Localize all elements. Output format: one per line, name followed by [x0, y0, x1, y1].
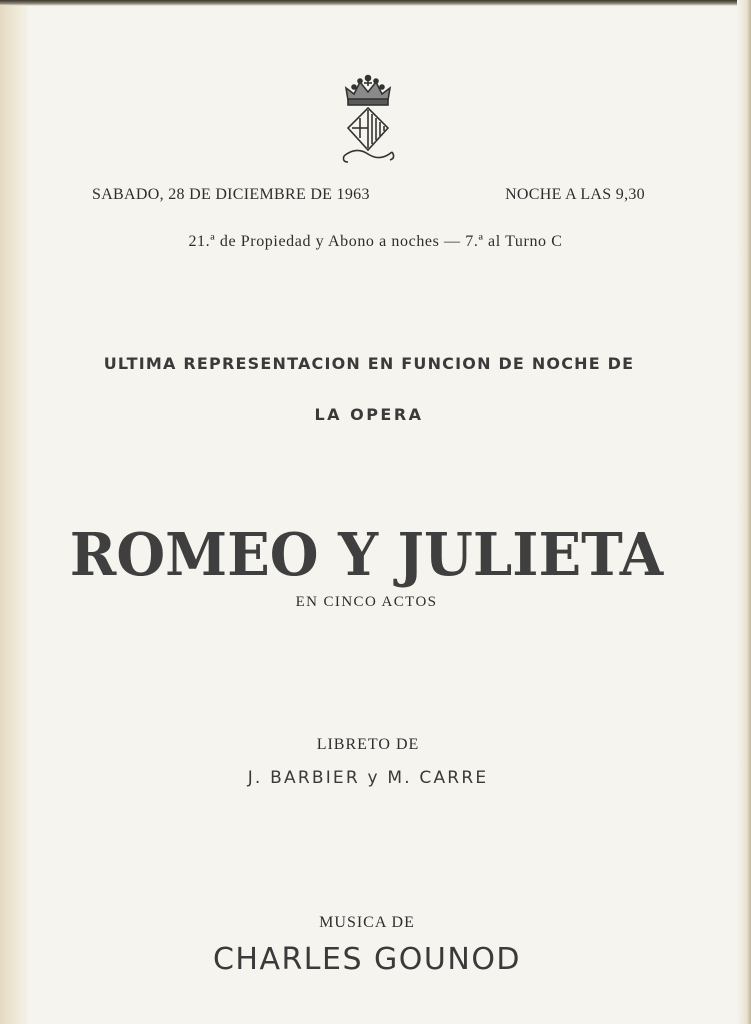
opera-label: LA OPERA: [314, 405, 424, 424]
subscription-line: 21.ª de Propiedad y Abono a noches — 7.ª al Turno C: [188, 233, 563, 250]
librettists: J. BARBIER y M. CARRE: [247, 768, 489, 788]
binding-shadow: [0, 0, 28, 1024]
composer-name: CHARLES GOUNOD: [212, 942, 522, 977]
libretto-label: LIBRETO DE: [316, 736, 420, 753]
opera-title: ROMEO Y JULIETA: [69, 520, 664, 590]
performance-time: NOCHE A LAS 9,30: [505, 186, 645, 203]
top-edge-shadow: [0, 0, 751, 6]
right-edge-shadow: [737, 0, 751, 1024]
music-label: MUSICA DE: [319, 914, 415, 931]
coat-of-arms-crest-icon: [338, 72, 398, 164]
opera-acts: EN CINCO ACTOS: [295, 594, 438, 610]
announcement-line: ULTIMA REPRESENTACION EN FUNCION DE NOCHE DE: [103, 354, 635, 373]
performance-date: SABADO, 28 DE DICIEMBRE DE 1963: [92, 186, 370, 203]
